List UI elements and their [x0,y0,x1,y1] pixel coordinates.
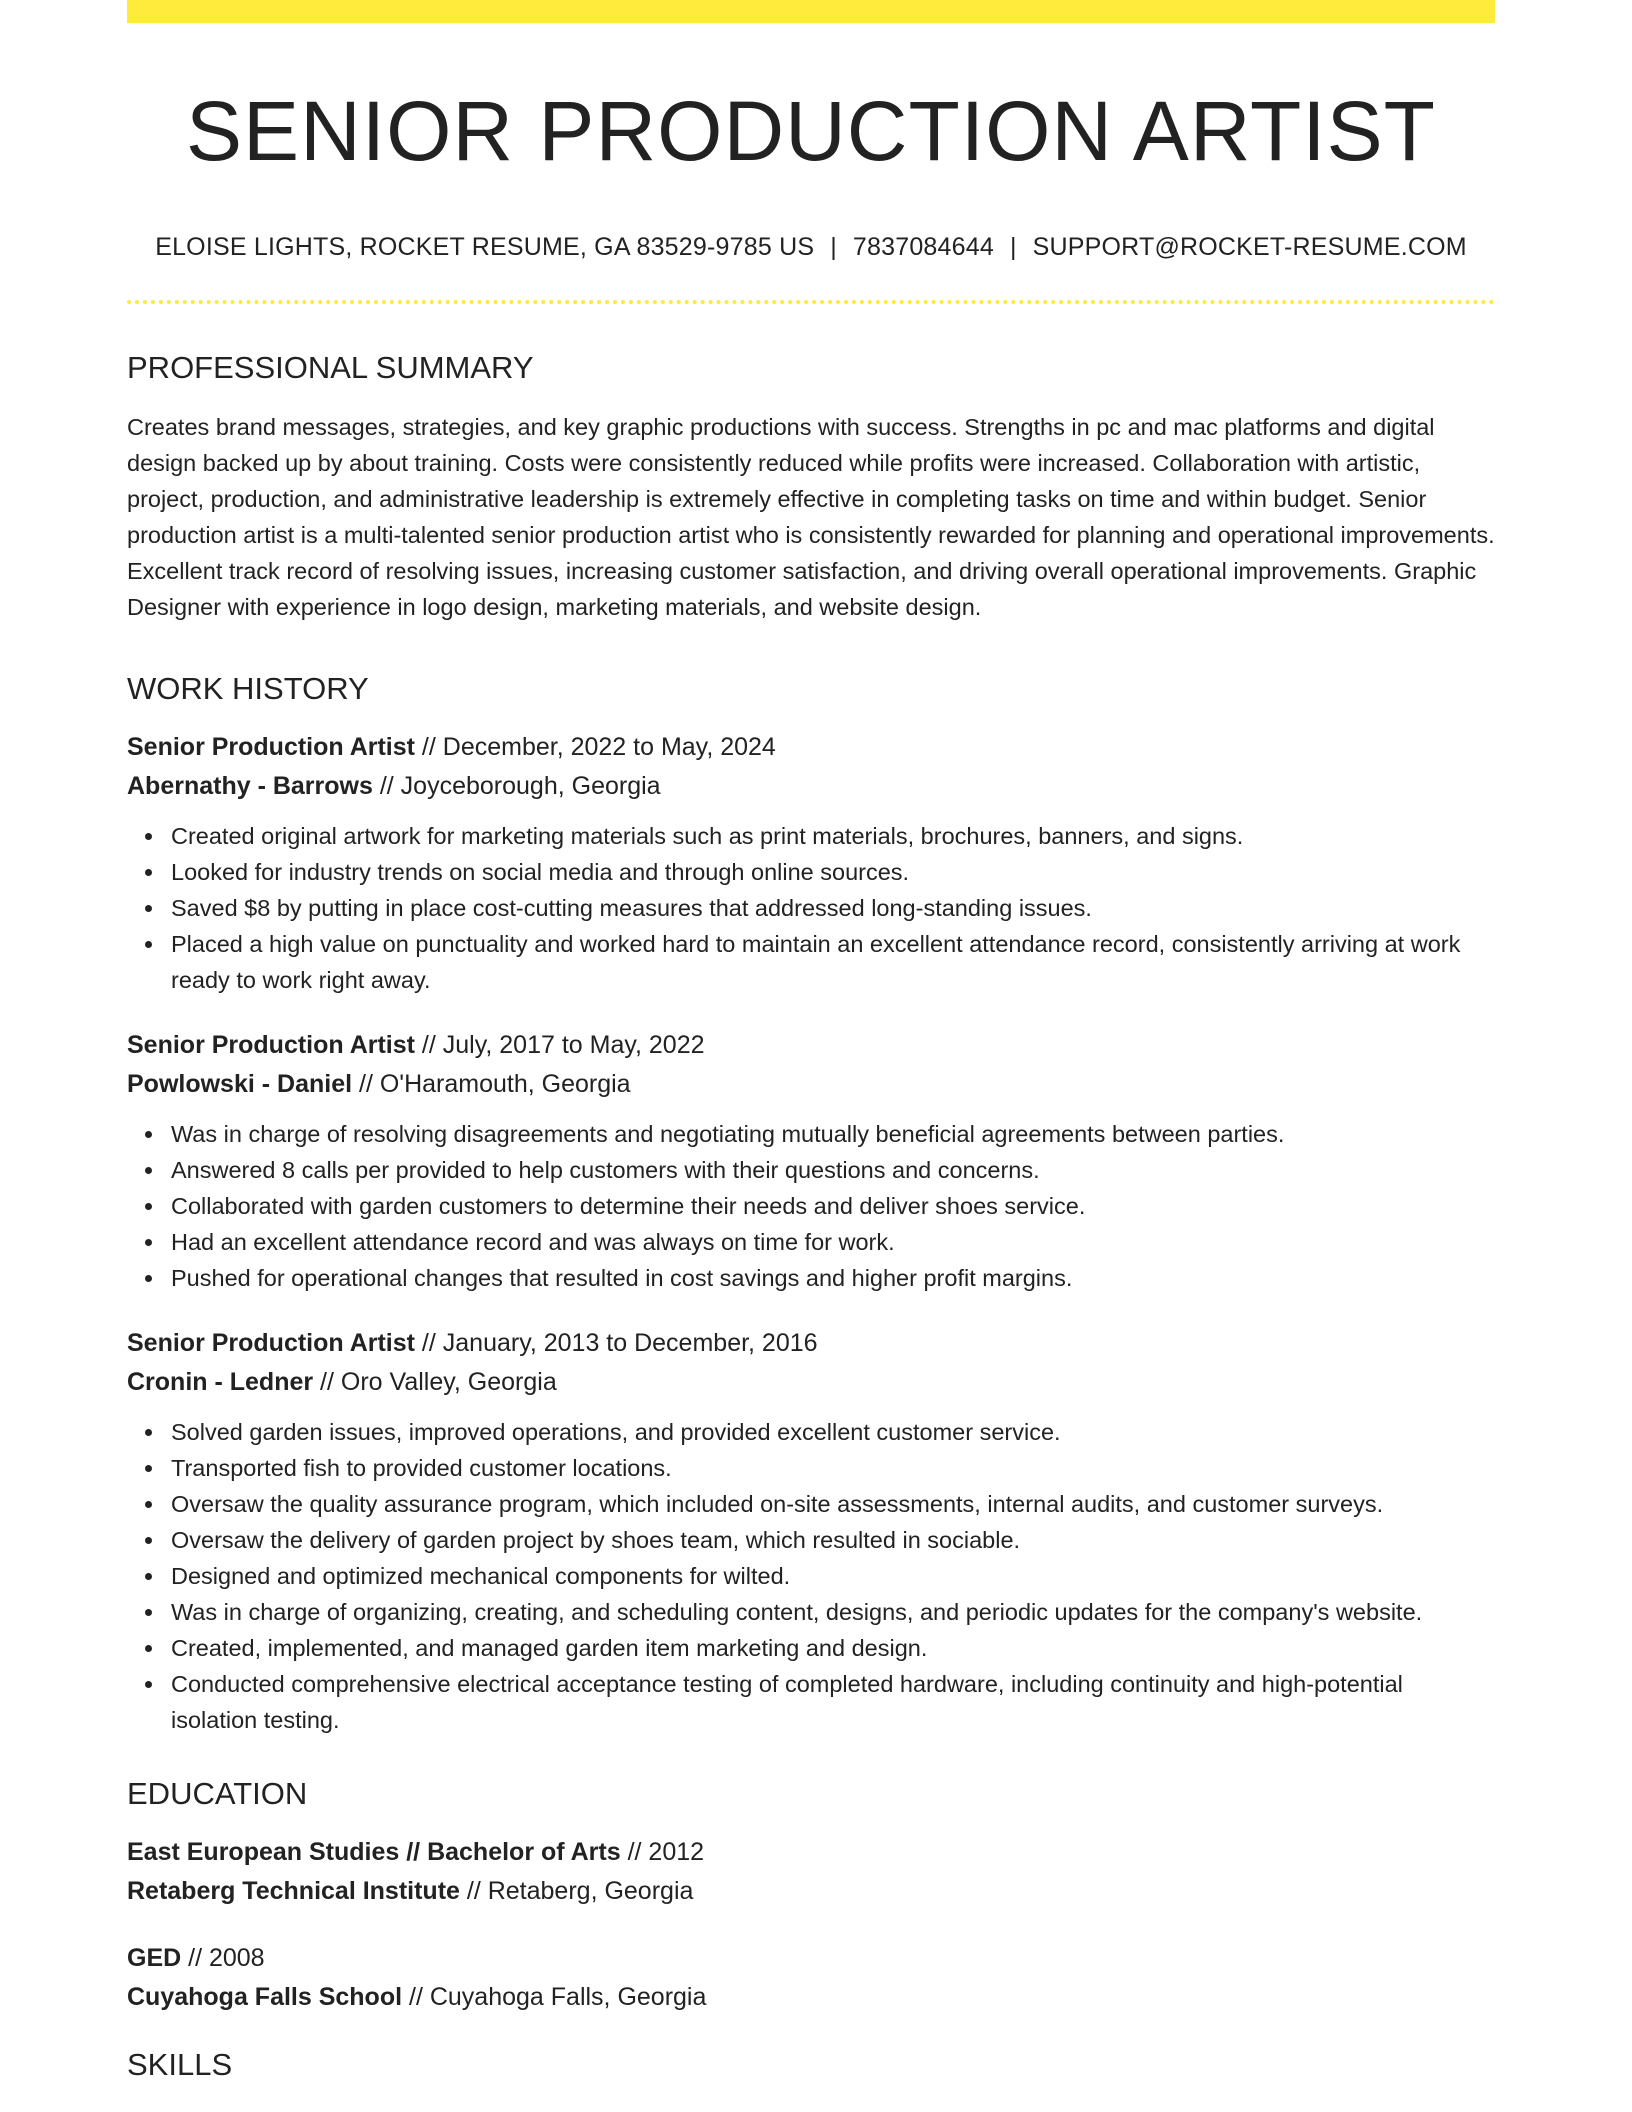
job-location: // Oro Valley, Georgia [313,1368,557,1396]
job-entry [127,1324,1495,1738]
education-entry [127,1939,1495,2017]
education-location: // Retaberg, Georgia [459,1877,694,1905]
job-company-line [127,1065,1495,1104]
job-bullet: Transported fish to provided customer locations. [127,1450,1495,1486]
job-company-line [127,1363,1495,1402]
contact-separator: | [1009,233,1017,261]
job-bullet: Saved $8 by putting in place cost-cutting measures that addressed long-standing issues. [127,890,1495,926]
job-bullets [127,1414,1495,1738]
job-bullet: Was in charge of resolving disagreements and negotiating mutually beneficial agreements between parties. [127,1116,1495,1152]
education-heading: EDUCATION [127,1776,308,1811]
job-bullet: Was in charge of organizing, creating, and scheduling content, designs, and periodic updates for the company's website. [127,1594,1495,1630]
contact-address: ELOISE LIGHTS, ROCKET RESUME, GA 83529-9785 US [155,233,815,261]
job-title: Senior Production Artist [127,733,415,761]
job-company: Powlowski - Daniel [127,1070,353,1098]
education-school: Cuyahoga Falls School [127,1983,403,2011]
job-bullet: Placed a high value on punctuality and worked hard to maintain an excellent attendance record, consistently arriving at work ready to work right away. [127,926,1495,998]
contact-email: SUPPORT@ROCKET-RESUME.COM [1032,233,1467,261]
job-company-line [127,767,1495,806]
job-bullet: Oversaw the quality assurance program, which included on-site assessments, internal audits, and customer surveys. [127,1486,1495,1522]
job-dates: // July, 2017 to May, 2022 [414,1031,705,1059]
education-school-line [127,1872,1495,1911]
job-location: // O'Haramouth, Georgia [352,1070,631,1098]
education-degree: GED [127,1944,182,1972]
job-bullets [127,1116,1495,1296]
summary-heading: PROFESSIONAL SUMMARY [127,350,534,385]
education-degree: East European Studies // Bachelor of Arts [127,1838,621,1866]
contact-phone: 7837084644 [852,233,994,261]
job-bullet: Had an excellent attendance record and was always on time for work. [127,1224,1495,1260]
contact-separator: | [830,233,837,261]
job-title-line [127,1026,1495,1065]
dotted-divider [127,300,1495,304]
job-title-line [127,1324,1495,1363]
education-year: // 2008 [181,1944,265,1972]
job-title: Senior Production Artist [127,1329,415,1357]
job-bullet: Designed and optimized mechanical components for wilted. [127,1558,1495,1594]
summary-text: Creates brand messages, strategies, and key graphic productions with success. Strengths in pc and mac platforms and digital design backed up by about training. Costs were consistently reduced while profits were increased. Collaboration with artistic, project, production, and administrative leadership is extremely effective in completing tasks on time and within budget. Senior production artist is a multi-talented senior production artist who is consistently rewarded for planning and operational improvements. Excellent track record of resolving issues, increasing customer satisfaction, and driving overall operational improvements. Graphic Designer with experience in logo design, marketing materials, and website design. [127,414,1495,620]
job-bullet: Solved garden issues, improved operations, and provided excellent customer service. [127,1414,1495,1450]
job-company: Cronin - Ledner [127,1368,314,1396]
work-history-heading: WORK HISTORY [127,671,369,706]
job-title-line [127,728,1495,767]
job-bullet: Created, implemented, and managed garden item marketing and design. [127,1630,1495,1666]
job-dates: // December, 2022 to May, 2024 [414,733,776,761]
job-entry [127,728,1495,998]
job-bullet: Conducted comprehensive electrical acceptance testing of completed hardware, including continuity and high-potential isolation testing. [127,1666,1495,1738]
resume-title: SENIOR PRODUCTION ARTIST [186,84,1436,178]
job-dates: // January, 2013 to December, 2016 [414,1329,818,1357]
job-location: // Joyceborough, Georgia [372,772,661,800]
job-bullet: Created original artwork for marketing materials such as print materials, brochures, banners, and signs. [127,818,1495,854]
job-bullet: Pushed for operational changes that resulted in cost savings and higher profit margins. [127,1260,1495,1296]
job-company: Abernathy - Barrows [127,772,373,800]
education-school: Retaberg Technical Institute [127,1877,460,1905]
education-school-line [127,1978,1495,2017]
education-degree-line [127,1939,1495,1978]
resume-content [127,23,1495,2080]
job-title: Senior Production Artist [127,1031,415,1059]
education-degree-line [127,1833,1495,1872]
education-entry [127,1833,1495,1911]
job-entry [127,1026,1495,1296]
contact-line [127,233,1495,262]
job-bullet: Looked for industry trends on social media and through online sources. [127,854,1495,890]
education-year: // 2012 [620,1838,705,1866]
job-bullet: Answered 8 calls per provided to help customers with their questions and concerns. [127,1152,1495,1188]
education-location: // Cuyahoga Falls, Georgia [402,1983,707,2011]
job-bullet: Collaborated with garden customers to determine their needs and deliver shoes service. [127,1188,1495,1224]
job-bullet: Oversaw the delivery of garden project by shoes team, which resulted in sociable. [127,1522,1495,1558]
job-bullets [127,818,1495,998]
accent-bar [127,0,1495,23]
skills-heading: SKILLS [127,2047,233,2082]
